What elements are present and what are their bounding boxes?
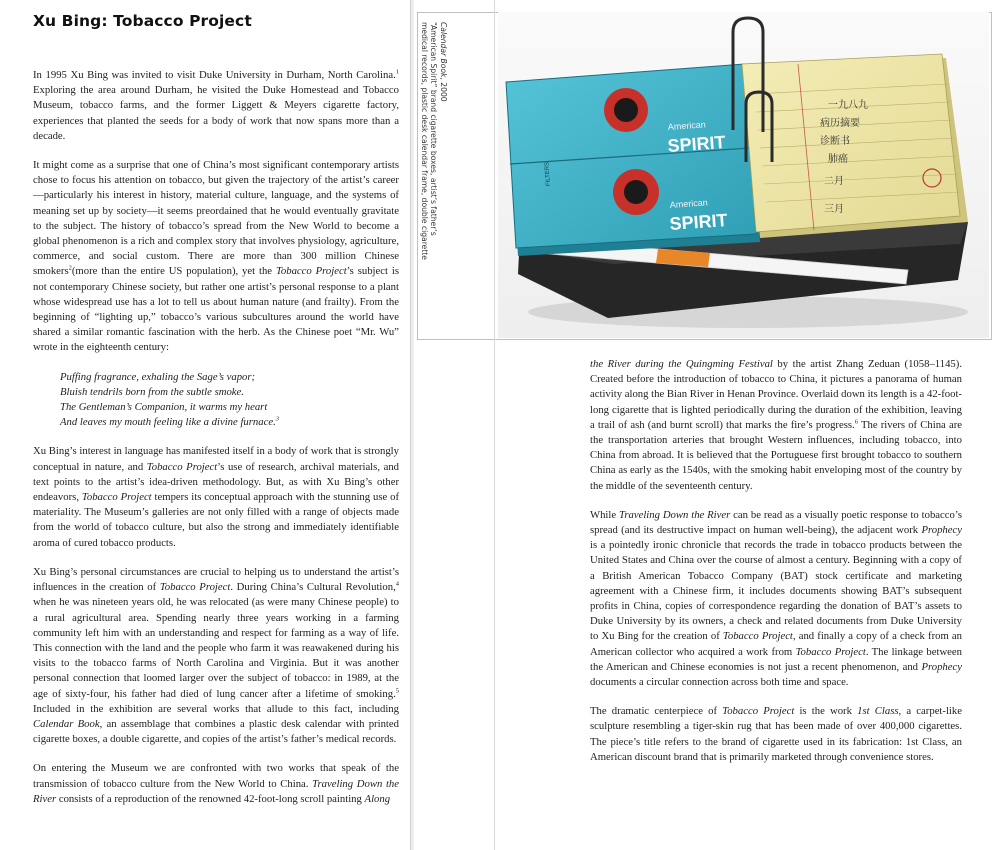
paragraph-3: Xu Bing’s interest in language has manifested itself in a body of work that is strongly conceptual in nature, and Tobacco Project’s use of research, archival materials, and text points to the artist’s idea-driven methodology. But, as with Xu Bing’s other endeavors, Tobacco Project tempers its conceptual approach with the stunning use of materiality. The Museum’s galleries are not only filled with a range of objects made from the world of tobacco culture, but also the strong and immediately identifiable aroma of cured tobacco products. <box>33 445 400 549</box>
page-title: Xu Bing: Tobacco Project <box>33 12 252 30</box>
paragraph-4: Xu Bing’s personal circumstances are crucial to helping us to understand the artist’s influences in the creation of Tobacco Project. During China’s Cultural Revolution,$^4$ when he was nineteen years old, he was relocated (as were many Chinese people) to a rural agricultural area. Spending nearly three years working in a farming community left him with an understanding and respect for farming as a way of life. This connection with the land and the people who farm it was reawakened during his visits to the tobacco farms of North Carolina and Virginia. But it was another personal connection that loomed larger over the subject of tobacco: in 1989, at the age of sixty-four, his father had died of lung cancer after a lifetime of smoking.$^5$ Included in the exhibition are several works that allude to this fact, including Calendar Book, an assemblage that combines a plastic desk calendar with printed cigarette boxes, a double cigarette, and copies of the artist’s father’s medical records. <box>33 565 399 746</box>
record-text: 二月 <box>824 176 844 187</box>
box-side-text: FILTERS <box>544 161 552 187</box>
record-text: 病历摘要 <box>820 118 860 129</box>
poem-line: Puffing fragrance, exhaling the Sage’s vapor; <box>60 370 256 383</box>
brand-big-text: SPIRIT <box>666 131 727 156</box>
paragraph-2: It might come as a surprise that one of China’s most significant contemporary artists chose to focus his attention on tobacco, but given the trajectory of the artist’s career—particularly his interest in history, material culture, language, and the systems of meaning set up by society—it seems preordained that he would eventually gravitate to the subject. The history of tobacco’s spread from the New World to become a global phenomenon is a rich and complex story that involves physiology, agriculture, commerce, and social custom. There are more than 300 million Chinese smokers$^2$(more than the entire US population), yet the Tobacco Project’s subject is not contemporary Chinese society, but rather one artist’s personal response to a plant whose widespread use has a lot to tell us about human nature (and frailty). From the beginning of “lighting up,” tobacco’s various subcultures around the world have shared a similar romantic fascination with the herb. As the Chinese poet “Mr. Wu” wrote in the eighteenth century: <box>33 159 399 354</box>
artwork-photo <box>498 12 989 338</box>
page-gutter <box>410 0 414 850</box>
caption-line: “American Spirit” brand cigarette boxes, artist’s father’s <box>429 22 439 236</box>
photo-caption <box>418 18 450 318</box>
footnote-ref: 3 <box>275 415 280 423</box>
paragraph-8: The dramatic centerpiece of Tobacco Project is the work 1st Class, a carpet-like sculpture resembling a tiger-skin rug that has been made of over 400,000 cigarettes. The piece’s title refers to the brand of cigarette used in its fabrication: 1st Class, an American discount brand that is primarily marketed through convenience stores. <box>590 705 962 763</box>
poem-line: The Gentleman’s Companion, it warms my heart <box>60 401 268 414</box>
fold-line <box>494 0 495 850</box>
paragraph-5: On entering the Museum we are confronted with two works that speak of the transmission of tobacco culture from the New World to China. Traveling Down the River consists of a reproduction of the renowned 42-foot-long scroll painting Along <box>33 762 400 805</box>
brand-small-text: American <box>667 119 707 132</box>
poem-quote <box>33 370 399 431</box>
footnote-ref: 4 <box>395 580 399 588</box>
caption-title: Calendar Book, 2000 <box>439 22 448 102</box>
caption-line: medical records, plastic desk calendar frame, double cigarette <box>419 22 429 260</box>
left-column <box>33 68 399 821</box>
poem-line: Bluish tendrils born from the subtle smoke. <box>60 385 244 398</box>
calendar-book-illustration <box>498 12 989 338</box>
footnote-ref: 1 <box>395 68 399 76</box>
right-column <box>590 357 962 779</box>
record-text: 诊断书 <box>820 136 850 147</box>
brand-small-text: American <box>669 197 709 210</box>
footnote-ref: 5 <box>395 686 399 694</box>
poem-line: And leaves my mouth feeling like a divine furnace.$^3$ <box>60 415 280 429</box>
brand-big-text: SPIRIT <box>668 209 729 234</box>
record-text: 三月 <box>824 204 844 215</box>
record-text: 一九八九 <box>828 100 868 111</box>
footnote-ref: 2 <box>68 264 72 272</box>
cigarette-box-stack <box>506 64 760 256</box>
paragraph-1: In 1995 Xu Bing was invited to visit Duke University in Durham, North Carolina.$^1$ Exploring the area around Durham, he visited the Duke Homestead and Tobacco Museum, tobacco farms, and the former Liggett & Meyers cigarette factory, experiences that planted the seeds for a body of work that now spans more than a decade. <box>33 68 399 142</box>
medical-records-stack <box>742 54 968 238</box>
record-text: 肺癌 <box>828 154 848 165</box>
paragraph-6: the River during the Quingming Festival by the artist Zhang Zeduan (1058–1145). Created before the introduction of tobacco to China, it pictures a panorama of human activity along the Bian River in Henan Province. Overlaid down its length is a 42-foot-long cigarette that is lighted periodically during the duration of the exhibition, leaving a trail of ash (and burnt scroll) that marks the fire’s progress.$^6$ The rivers of China are the transportation arteries that brought Western influences, including tobacco, into China from abroad. It is believed that the Portuguese first brought tobacco to southern China as early as the 1540s, with the smoking habit enveloping most of the country by the middle of the seventeenth century. <box>590 358 963 492</box>
footnote-ref: 6 <box>854 418 858 426</box>
paragraph-7: While Traveling Down the River can be read as a visually poetic response to tobacco’s spread (and its destructive impact on human well-being), the adjacent work Prophecy is a pointedly ironic chronicle that records the trade in tobacco products between the United States and China over the course of almost a century. Beginning with a copy of a British American Tobacco Company (BAT) stock certificate and marketing agreement with a Chinese firm, it includes documents showing BAT’s subsequent profits in China, copies of correspondence regarding the donation of BAT’s assets to Duke University by its owners, a check and related documents from Duke University to Xu Bing for the creation of Tobacco Project, and finally a copy of a check from an American collector who acquired a work from Tobacco Project. The linkage between the American and Chinese economies is not just a recent phenomenon, and Prophecy documents a circular connection across both time and space. <box>590 508 962 689</box>
